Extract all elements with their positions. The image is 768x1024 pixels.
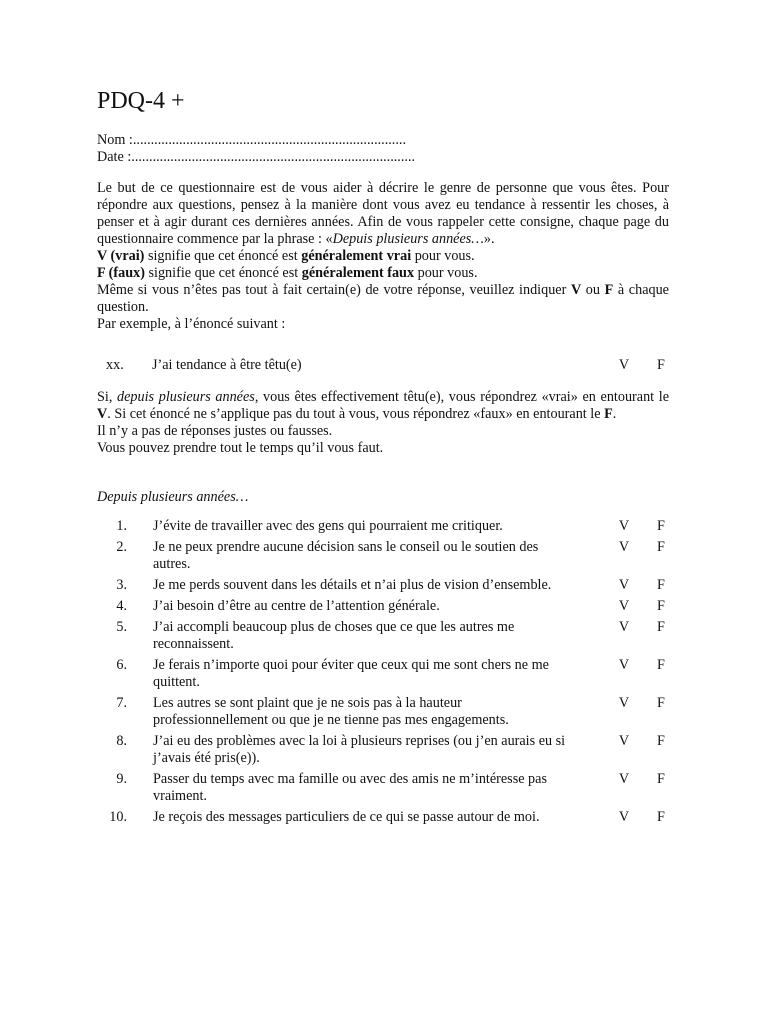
- uncertainty-or: ou: [581, 282, 605, 298]
- question-text: J’évite de travailler avec des gens qui pourraient me critiquer.: [153, 518, 503, 534]
- example-explanation: [97, 389, 669, 457]
- false-option[interactable]: F: [657, 733, 665, 749]
- false-definition: [97, 265, 669, 282]
- false-option[interactable]: F: [657, 598, 665, 614]
- true-option[interactable]: V: [618, 518, 630, 534]
- question-text: J’ai accompli beaucoup plus de choses que ce que les autres me reconnaissent.: [153, 619, 515, 652]
- false-option[interactable]: F: [657, 657, 665, 673]
- question-text: Passer du temps avec ma famille ou avec des amis ne m’intéresse pas vraiment.: [153, 771, 547, 804]
- true-option[interactable]: V: [618, 598, 630, 614]
- identity-fields: [97, 132, 417, 166]
- question-item: [97, 771, 669, 805]
- explanation-text-a: , vous êtes effectivement têtu(e), vous répondrez «vrai» en entourant le: [254, 389, 669, 405]
- question-number: 3.: [116, 577, 127, 593]
- false-option[interactable]: F: [657, 619, 665, 635]
- explanation-end: .: [612, 406, 617, 422]
- page-title: PDQ-4 +: [97, 88, 185, 114]
- true-option[interactable]: V: [618, 809, 630, 825]
- question-item: [97, 657, 669, 691]
- true-option[interactable]: V: [618, 539, 630, 555]
- true-key: V (vrai): [97, 248, 145, 264]
- true-option[interactable]: V: [618, 695, 630, 711]
- instructions-paragraph: [97, 180, 669, 248]
- section-heading: Depuis plusieurs années…: [97, 489, 249, 505]
- question-number: 4.: [116, 598, 127, 614]
- false-key: F (faux): [97, 265, 145, 281]
- false-option[interactable]: F: [657, 809, 665, 825]
- question-number: 7.: [116, 695, 127, 711]
- instructions-phrase: Depuis plusieurs années…: [332, 231, 484, 247]
- true-definition: [97, 248, 669, 265]
- true-def-emphasis: généralement vrai: [301, 248, 412, 264]
- question-number: 1.: [116, 518, 127, 534]
- true-def-end: pour vous.: [411, 248, 475, 264]
- uncertainty-text: Même si vous n’êtes pas tout à fait certain(e) de votre réponse, veuillez indiquer: [97, 282, 571, 298]
- explanation-v: V: [97, 406, 108, 422]
- question-item: [97, 619, 669, 653]
- question-item: [97, 733, 669, 767]
- question-text: J’ai besoin d’être au centre de l’attention générale.: [153, 598, 440, 614]
- false-option[interactable]: F: [657, 771, 665, 787]
- no-right-answers: Il n’y a pas de réponses justes ou fausses.: [97, 423, 333, 439]
- uncertainty-f: F: [604, 282, 614, 298]
- question-text: Les autres se sont plaint que je ne sois pas à la hauteur professionnellement ou que je ne tienne pas mes engagements.: [153, 695, 509, 728]
- uncertainty-v: V: [570, 282, 582, 298]
- explanation-f: F: [604, 406, 613, 422]
- true-option[interactable]: V: [618, 619, 630, 635]
- question-text: Je me perds souvent dans les détails et n’ai plus de vision d’ensemble.: [153, 577, 552, 593]
- uncertainty-end: à chaque question.: [97, 282, 669, 315]
- question-text: Je reçois des messages particuliers de ce qui se passe autour de moi.: [153, 809, 540, 825]
- question-item: [97, 539, 669, 573]
- example-intro: Par exemple, à l’énoncé suivant :: [97, 316, 286, 332]
- true-option[interactable]: V: [618, 733, 630, 749]
- question-item: [97, 577, 669, 594]
- question-text: Je ferais n’importe quoi pour éviter que ceux qui me sont chers ne me quittent.: [153, 657, 549, 690]
- instructions-text-end: ».: [483, 231, 495, 247]
- explanation-start: Si,: [97, 389, 118, 405]
- explanation-phrase: depuis plusieurs années: [117, 389, 255, 405]
- false-option[interactable]: F: [657, 695, 665, 711]
- question-number: 10.: [109, 809, 127, 825]
- false-option[interactable]: F: [657, 577, 665, 593]
- instructions-text: Le but de ce questionnaire est de vous aider à décrire le genre de personne que vous êtes. Pour répondre aux questions, pensez à la manière dont vous avez eu tendance à ressentir les choses, à penser et à agir durant ces dernières années. Afin de vous rappeler cette consigne, chaque page du questionnaire commence par la phrase : «: [97, 180, 669, 247]
- true-option[interactable]: V: [618, 657, 630, 673]
- date-field[interactable]: [97, 149, 417, 166]
- true-option[interactable]: V: [618, 577, 630, 593]
- uncertainty-note: [97, 282, 669, 316]
- question-number: 2.: [116, 539, 127, 555]
- date-label: Date :: [97, 149, 132, 165]
- question-item: [97, 695, 669, 729]
- false-def-end: pour vous.: [414, 265, 478, 281]
- true-option[interactable]: V: [618, 771, 630, 787]
- question-item: [97, 809, 669, 826]
- explanation-text-b: . Si cet énoncé ne s’applique pas du tout à vous, vous répondrez «faux» en entourant le: [107, 406, 605, 422]
- example-false-option[interactable]: F: [657, 357, 665, 373]
- question-item: [97, 518, 669, 535]
- take-your-time: Vous pouvez prendre tout le temps qu’il vous faut.: [97, 440, 384, 456]
- explanation-paragraph: [97, 389, 669, 423]
- question-item: [97, 598, 669, 615]
- example-true-option[interactable]: V: [618, 357, 630, 373]
- false-option[interactable]: F: [657, 518, 665, 534]
- question-number: 8.: [116, 733, 127, 749]
- question-number: 5.: [116, 619, 127, 635]
- name-label: Nom :: [97, 132, 133, 148]
- instructions: [97, 180, 669, 333]
- name-field[interactable]: [97, 132, 417, 149]
- example-statement: J’ai tendance à être têtu(e): [152, 357, 302, 373]
- question-text: J’ai eu des problèmes avec la loi à plusieurs reprises (ou j’en aurais eu si j’avais été pris(e)).: [153, 733, 566, 766]
- false-def-emphasis: généralement faux: [301, 265, 415, 281]
- example-number: xx.: [106, 357, 124, 373]
- question-number: 6.: [116, 657, 127, 673]
- true-def-text: signifie que cet énoncé est: [144, 248, 302, 264]
- name-dots: .............................................................................: [132, 132, 406, 148]
- date-dots: ................................................................................: [131, 149, 416, 165]
- question-text: Je ne peux prendre aucune décision sans le conseil ou le soutien des autres.: [153, 539, 539, 572]
- false-option[interactable]: F: [657, 539, 665, 555]
- question-list: [97, 518, 669, 830]
- question-number: 9.: [116, 771, 127, 787]
- false-def-text: signifie que cet énoncé est: [144, 265, 302, 281]
- example-item: [97, 357, 669, 374]
